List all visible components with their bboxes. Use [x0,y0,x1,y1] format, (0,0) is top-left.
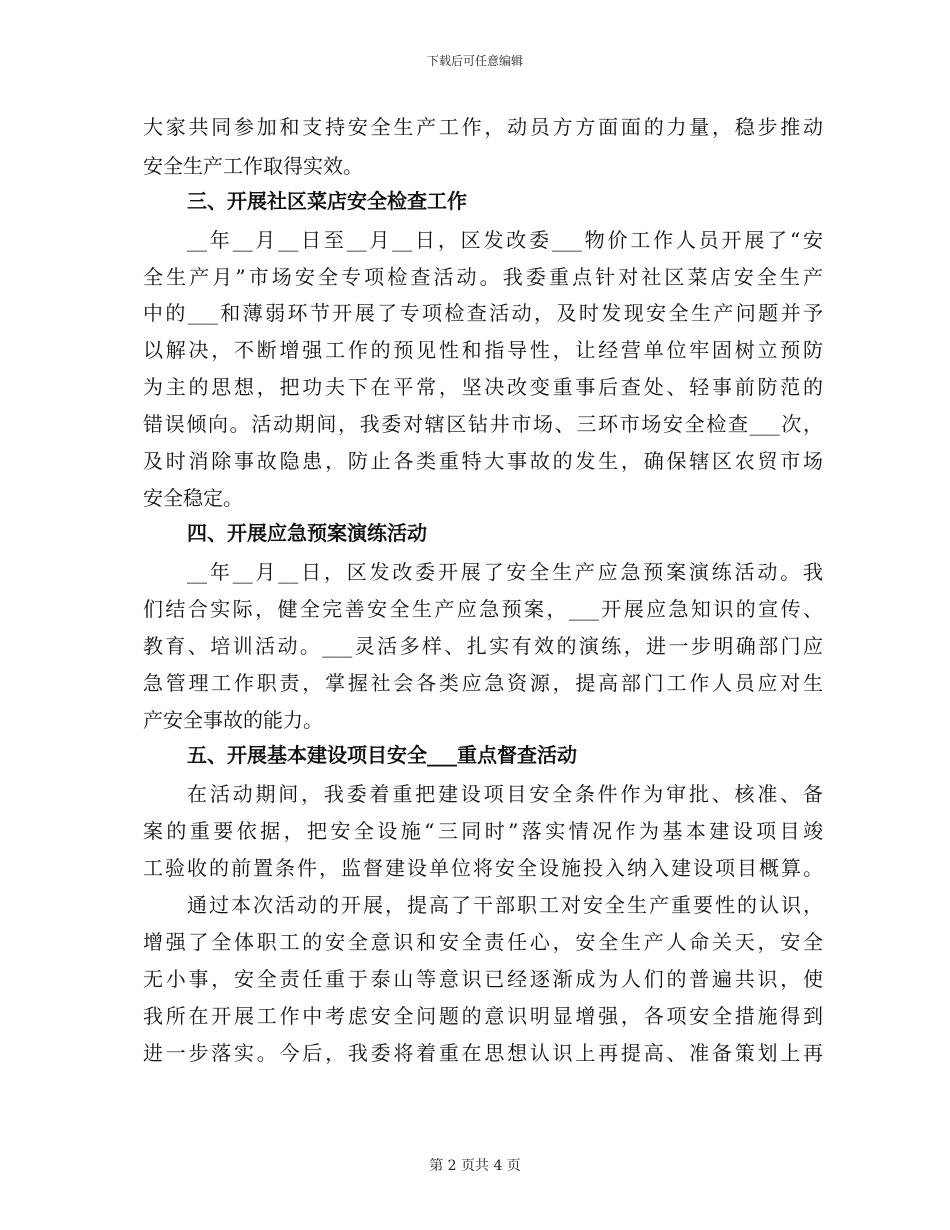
page-header: 下载后可任意编辑 [426,54,523,68]
page-footer: 第 2 页共 4 页 [429,1158,521,1174]
paragraph-line: 中的___和薄弱环节开展了专项检查活动，及时发现安全生产问题并予 [143,301,823,325]
paragraph-line: 工验收的前置条件，监督建设单位将安全设施投入纳入建设项目概算。 [143,856,823,880]
paragraph-line: 无小事，安全责任重于泰山等意识已经逐渐成为人们的普遍共识，使 [143,967,823,991]
paragraph-line: 在活动期间，我委着重把建设项目安全条件作为审批、核准、备 [187,782,823,806]
paragraph-line: 安全稳定。 [143,486,243,510]
paragraph-line: 安全生产工作取得实效。 [143,154,363,178]
paragraph-line: 教育、培训活动。___灵活多样、扎实有效的演练，进一步明确部门应 [143,634,823,658]
paragraph-line: 们结合实际，健全完善安全生产应急预案，___开展应急知识的宣传、 [143,597,823,621]
paragraph-line: 我所在开展工作中考虑安全问题的意识明显增强，各项安全措施得到 [143,1004,823,1028]
paragraph-line: 以解决，不断增强工作的预见性和指导性，让经营单位牢固树立预防 [143,338,823,362]
paragraph-line: 急管理工作职责，掌握社会各类应急资源，提高部门工作人员应对生 [143,671,823,695]
paragraph-line: 通过本次活动的开展，提高了干部职工对安全生产重要性的认识， [187,893,823,917]
paragraph-line: 错误倾向。活动期间，我委对辖区钻井市场、三环市场安全检查___次， [143,412,823,436]
paragraph-line: 增强了全体职工的安全意识和安全责任心，安全生产人命关天，安全 [143,930,823,954]
paragraph-line: 产安全事故的能力。 [143,708,323,732]
paragraph-line: __年__月__日至__月__日，区发改委___物价工作人员开展了“安 [187,228,823,252]
section-heading: 三、开展社区菜店安全检查工作 [187,189,467,213]
paragraph-line: 及时消除事故隐患，防止各类重特大事故的发生，确保辖区农贸市场 [143,449,823,473]
paragraph-line: 案的重要依据，把安全设施“三同时”落实情况作为基本建设项目竣 [143,819,823,843]
paragraph-line: 为主的思想，把功夫下在平常，坚决改变重事后查处、轻事前防范的 [143,375,823,399]
paragraph-line: 全生产月”市场安全专项检查活动。我委重点针对社区菜店安全生产 [143,265,823,289]
section-heading: 四、开展应急预案演练活动 [187,521,427,545]
section-heading: 五、开展基本建设项目安全___重点督查活动 [187,743,577,767]
paragraph-line: 进一步落实。今后，我委将着重在思想认识上再提高、准备策划上再 [143,1041,823,1065]
paragraph-line: 大家共同参加和支持安全生产工作，动员方方面面的力量，稳步推动 [143,115,823,139]
paragraph-line: __年__月__日，区发改委开展了安全生产应急预案演练活动。我 [187,560,823,584]
